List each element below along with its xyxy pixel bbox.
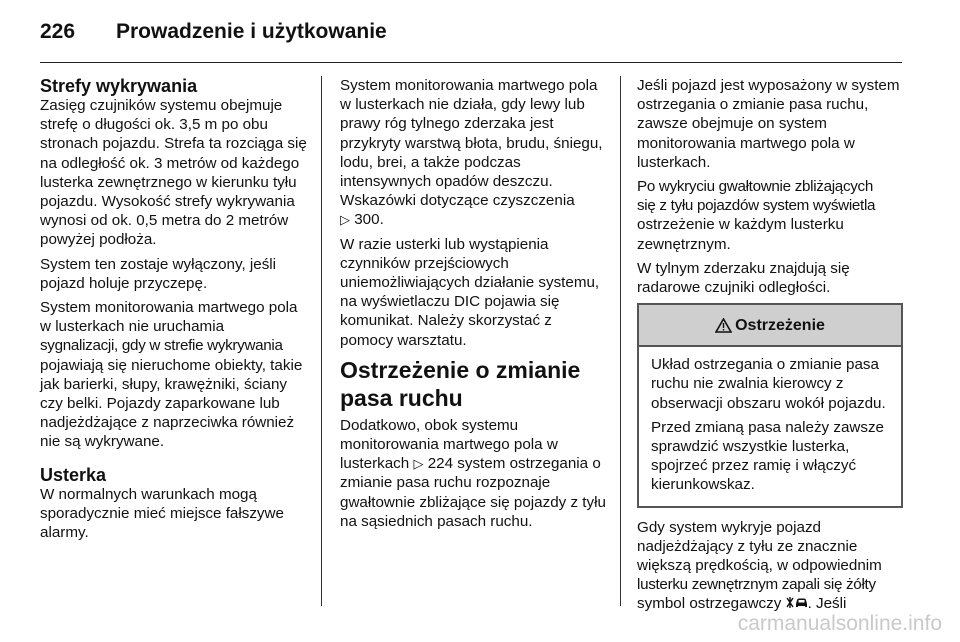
page-header xyxy=(40,20,387,50)
paragraph: W tylnym zderzaku znajdują się radarowe czujniki odległości. xyxy=(637,259,850,297)
warning-header xyxy=(639,305,901,347)
paragraph: Zasięg czujników systemu obejmuje strefę o długości ok. 3,5 m po obu stronach pojazdu. Strefa ta rozciąga się na odległość ok. 3 metrów od każdego lusterka zewnętrznego w kierunku tyłu pojazdu. Wysokość strefy wykrywania wynosi od ok. 0,5 metra do 2 metrów powyżej podłoża. xyxy=(40,97,307,249)
page-ref[interactable]: 300. xyxy=(354,211,384,229)
column-2 xyxy=(340,76,608,536)
text-span: Po wykryciu gwałtownie zbliżających xyxy=(637,178,873,196)
text-span: . Jeśli xyxy=(807,595,847,613)
column-3 xyxy=(637,76,903,619)
running-title: Prowadzenie i użytkowanie xyxy=(116,20,387,43)
paragraph xyxy=(637,177,903,254)
watermark: carmanualsonline.info xyxy=(737,612,942,635)
column-divider-left xyxy=(321,76,322,606)
warning-body xyxy=(639,347,901,505)
column-1 xyxy=(40,76,308,547)
paragraph xyxy=(340,416,608,531)
paragraph: Jeśli pojazd jest wyposażony w system ostrzegania o zmianie pasa ruchu, zawsze obejmuje on system monitorowania martwego pola w lusterkach. xyxy=(637,77,900,171)
warning-triangle-icon xyxy=(715,318,732,333)
text-span: lusterku zewnętrznym zapali się żółty xyxy=(637,576,876,594)
column-divider-right xyxy=(620,76,621,606)
paragraph: W razie usterki lub wystąpienia czynników przejściowych uniemożliwiających działanie systemu, na wyświetlaczu DIC pojawia się komunikat. Należy skorzystać z pomocy warsztatu. xyxy=(340,235,600,349)
header-rule xyxy=(40,62,902,63)
paragraph xyxy=(637,518,903,614)
text-span: pojawiają się nieruchome obiekty, takie jak barierki, słupy, krawężniki, ściany czy belki. Pojazdy zaparkowane lub nadjeżdżające z naprzeciwka również nie są wykrywane. xyxy=(40,356,303,451)
text-span: się z tyłu pojazdów system wyświetla xyxy=(637,197,876,215)
paragraph xyxy=(40,298,308,452)
heading-lane-change-alert: Ostrzeżenie o zmianie pasa ruchu xyxy=(340,356,581,411)
page-number: 226 xyxy=(40,20,76,43)
paragraph: System ten zostaje wyłączony, jeśli pojazd holuje przyczepę. xyxy=(40,255,277,292)
warning-title: Ostrzeżenie xyxy=(735,316,825,334)
text-span: 224 system ostrzegania o zmianie pasa ruchu rozpoznaje gwałtownie zbliżające się pojazdy z tyłu na sąsiednich pasach ruchu. xyxy=(340,455,606,530)
text-span: System monitorowania martwego pola w lusterkach nie działa, gdy lewy lub prawy róg tylnego zderzaka jest przykryty warstwą błota, brudu, śniegu, lodu, brei, a także podczas intensywnych opadów deszczu. Wskazówki dotyczące czyszczenia xyxy=(340,77,603,210)
paragraph xyxy=(340,76,608,230)
paragraph: Układ ostrzegania o zmianie pasa ruchu nie zwalnia kierowcy z obserwacji obszaru wokół pojazdu. xyxy=(651,356,886,412)
heading-detection-zones: Strefy wykrywania xyxy=(40,76,198,96)
page-ref-arrow-icon: ▷ xyxy=(413,456,424,472)
spacer xyxy=(40,457,308,465)
paragraph: Przed zmianą pasa należy zawsze sprawdzić wszystkie lusterka, spojrzeć przez ramię i włączyć kierunkowskaz. xyxy=(651,418,884,494)
page-ref-arrow-icon: ▷ xyxy=(340,212,350,228)
warning-box xyxy=(637,303,903,507)
blind-spot-car-icon xyxy=(786,596,808,609)
text-span: sygnalizacji, gdy w strefie wykrywania xyxy=(40,337,283,355)
text-span: System monitorowania martwego pola w lusterkach nie uruchamia xyxy=(40,299,298,336)
heading-faults: Usterka xyxy=(40,464,107,485)
text-span: ostrzeżenie w każdym lusterku zewnętrznym. xyxy=(637,216,844,253)
text-span: symbol ostrzegawczy xyxy=(637,595,782,613)
text-span: Gdy system wykryje pojazd nadjeżdżający z tyłu ze znacznie większą prędkością, w odpowiednim xyxy=(637,518,882,575)
text-span: Dodatkowo, obok systemu monitorowania martwego pola w lusterkach xyxy=(340,416,558,473)
paragraph: W normalnych warunkach mogą sporadycznie mieć miejsce fałszywe alarmy. xyxy=(40,485,284,542)
